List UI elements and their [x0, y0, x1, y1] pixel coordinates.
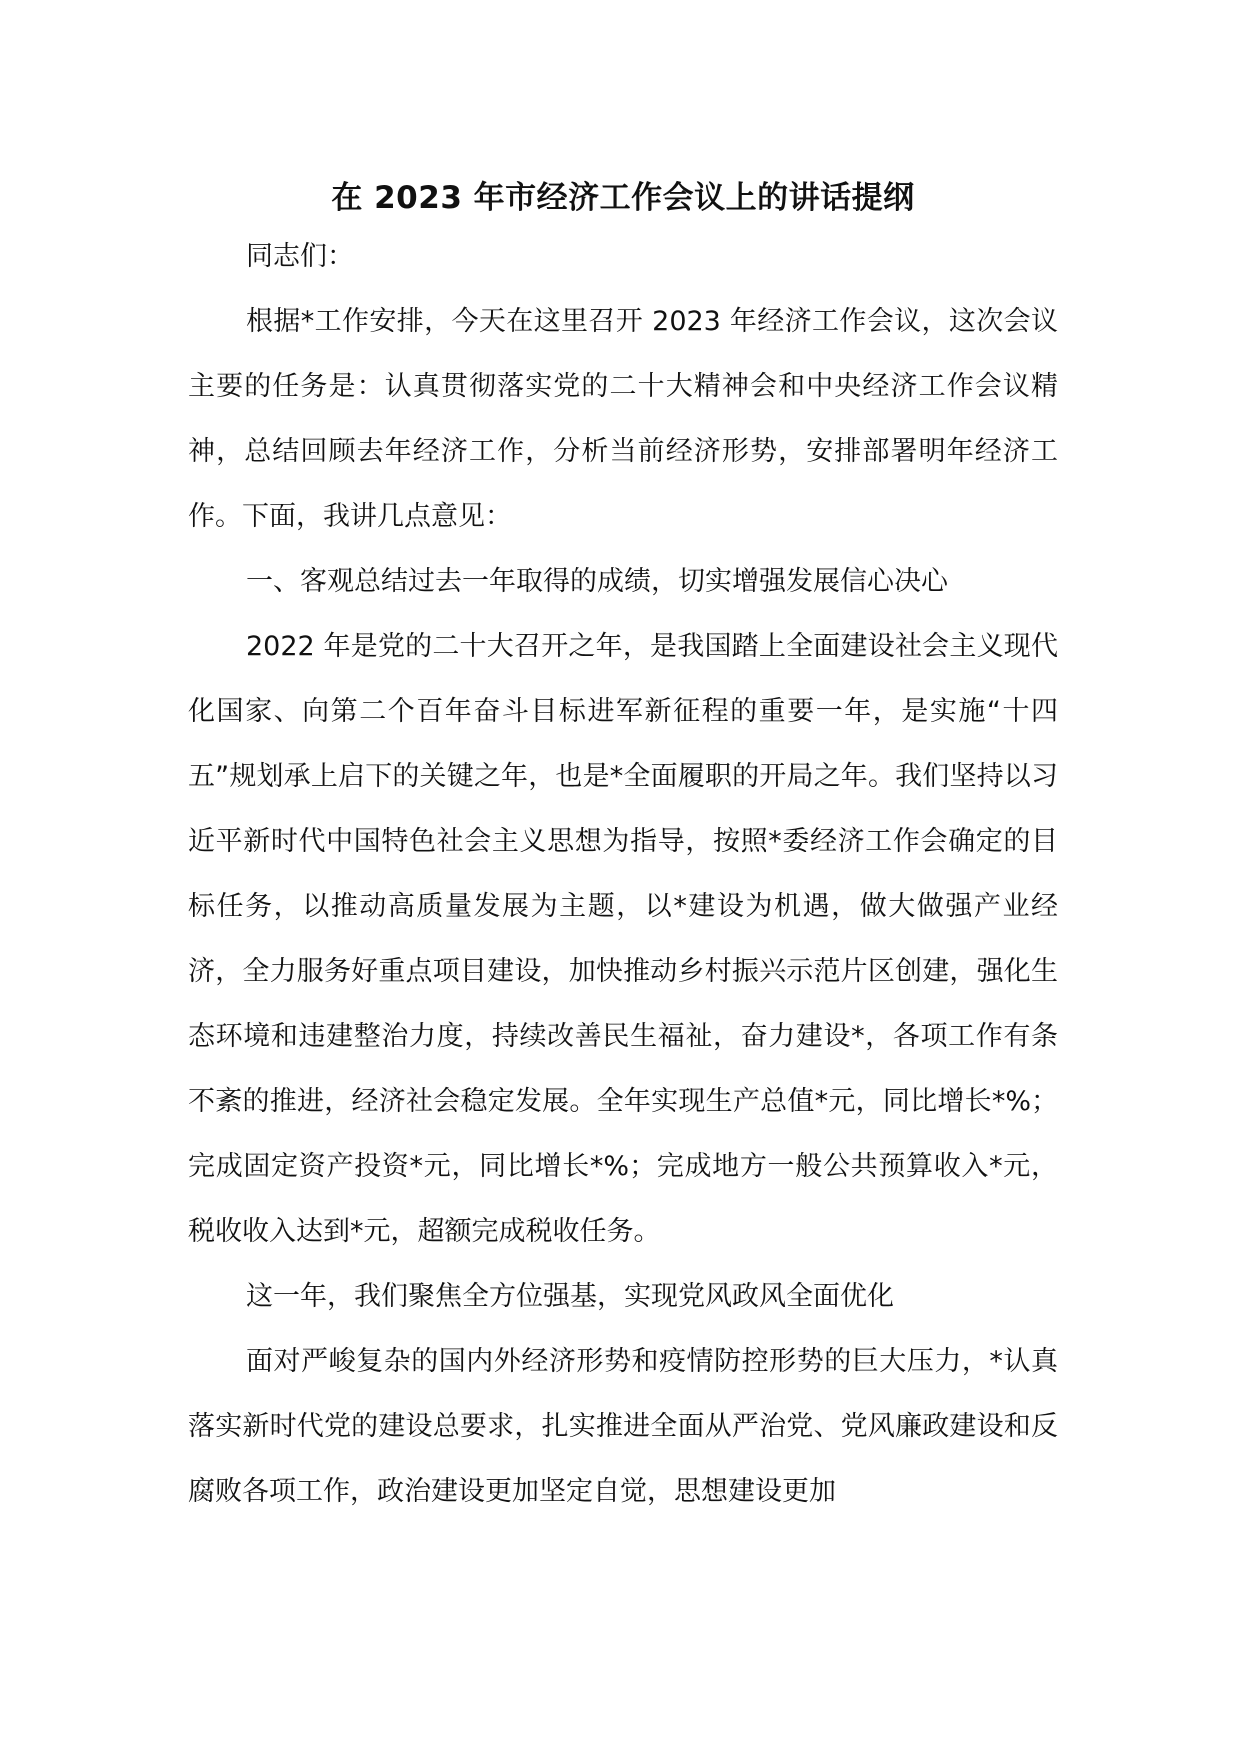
- subheading-party-building: 这一年，我们聚焦全方位强基，实现党风政风全面优化: [246, 1281, 894, 1312]
- document-page: [188, 176, 1058, 1524]
- document-title: 在 2023 年市经济工作会议上的讲话提纲: [331, 180, 915, 216]
- paragraph-party-building: 面对严峻复杂的国内外经济形势和疫情防控形势的巨大压力，*认真落实新时代党的建设总要求，扎实推进全面从严治党、党风廉政建设和反腐败各项工作，政治建设更加坚定自觉，思想建设更加: [188, 1346, 1058, 1507]
- salutation: 同志们：: [246, 241, 354, 272]
- section-heading-1: 一、客观总结过去一年取得的成绩，切实增强发展信心决心: [246, 566, 948, 597]
- paragraph-intro: 根据*工作安排，今天在这里召开 2023 年经济工作会议，这次会议主要的任务是：认真贯彻落实党的二十大精神会和中央经济工作会议精神，总结回顾去年经济工作，分析当前经济形势，安排部署明年经济工作。下面，我讲几点意见：: [188, 306, 1058, 532]
- paragraph-2022-review: 2022 年是党的二十大召开之年，是我国踏上全面建设社会主义现代化国家、向第二个百年奋斗目标进军新征程的重要一年，是实施“十四五”规划承上启下的关键之年，也是*全面履职的开局之年。我们坚持以习近平新时代中国特色社会主义思想为指导，按照*委经济工作会确定的目标任务，以推动高质量发展为主题，以*建设为机遇，做大做强产业经济，全力服务好重点项目建设，加快推动乡村振兴示范片区创建，强化生态环境和违建整治力度，持续改善民生福祉，奋力建设*，各项工作有条不紊的推进，经济社会稳定发展。全年实现生产总值*元，同比增长*%；完成固定资产投资*元，同比增长*%；完成地方一般公共预算收入*元，税收收入达到*元，超额完成税收任务。: [188, 631, 1058, 1247]
